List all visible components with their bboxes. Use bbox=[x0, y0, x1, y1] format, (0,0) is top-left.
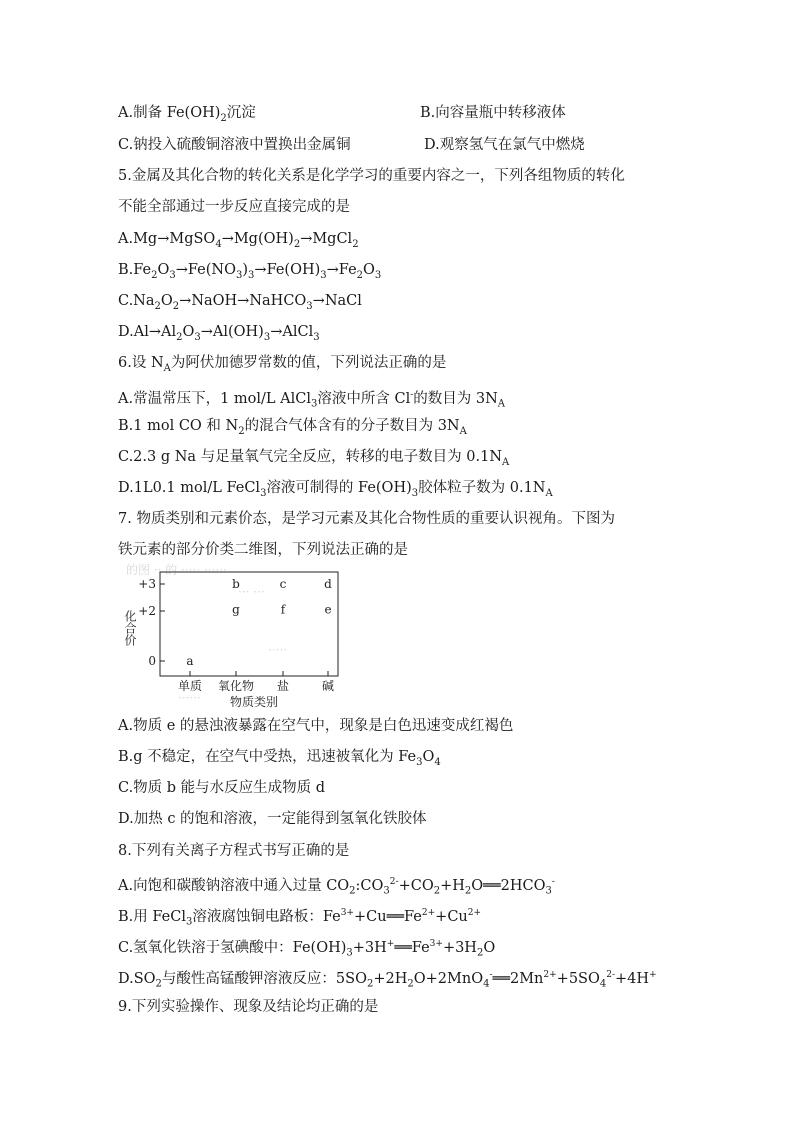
q7-stem-line2: 铁元素的部分价类二维图，下列说法正确的是 bbox=[118, 542, 408, 558]
q8-option-b: B.用 FeCl$_3$溶液腐蚀铜电路板：$Fe^{3+}+Cu══Fe^{2+}+Cu^{2+}$ bbox=[118, 908, 482, 928]
q7-option-a: A.物质 e 的悬浊液暴露在空气中，现象是白色迅速变成红褐色 bbox=[118, 718, 514, 734]
xtick-oxide: 氧化物 bbox=[217, 679, 255, 693]
xtick-salt: 盐 bbox=[276, 679, 290, 693]
q4-option-c: C.钠投入硫酸铜溶液中置换出金属铜 bbox=[118, 137, 351, 153]
point-b: b bbox=[232, 577, 240, 591]
q6-stem: 6.设 $N_A$为阿伏加德罗常数的值，下列说法正确的是 bbox=[118, 355, 447, 374]
svg-text:······: ······ bbox=[178, 691, 201, 705]
svg-text:的图 ·· 的 ····· ······: 的图 ·· 的 ····· ······ bbox=[126, 563, 227, 577]
svg-text:·····: ····· bbox=[268, 643, 288, 657]
ytick-zero: 0 bbox=[148, 654, 156, 668]
q5-option-d: $D.Al\to Al_2O_3\to Al(OH)_3\to AlCl_3$ bbox=[118, 324, 320, 343]
q8-option-a: A.向饱和碳酸钠溶液中通入过量 $CO_2:CO_3^{2-}+CO_2+H_2O══2HCO_3^-$ bbox=[118, 877, 555, 897]
point-e: e bbox=[324, 602, 332, 617]
q7-stem-line1: 7. 物质类别和元素价态，是学习元素及其化合物性质的重要认识视角。下图为 bbox=[118, 511, 615, 527]
q8-option-c: C.氢氧化铁溶于氢碘酸中：$Fe(OH)_3+3H^+══Fe^{3+}+3H_2O$ bbox=[118, 939, 496, 959]
q7-option-c: C.物质 b 能与水反应生成物质 d bbox=[118, 780, 326, 796]
xtick-element: 单质 bbox=[177, 679, 203, 693]
point-g: g bbox=[232, 602, 240, 617]
q6-option-a: A.常温常压下，1 mol/L AlCl$_3$溶液中所含 Cl-的数目为 $3N_A$ bbox=[118, 390, 506, 410]
q6-option-b: B.1 mol CO 和 $N_2$的混合气体含有的分子数目为 $3N_A$ bbox=[118, 418, 467, 437]
q9-stem: 9.下列实验操作、现象及结论均正确的是 bbox=[118, 999, 379, 1015]
q5-stem-line1: 5.金属及其化合物的转化关系是化学学习的重要内容之一，下列各组物质的转化 bbox=[118, 168, 625, 184]
x-axis-label: 物质类别 bbox=[229, 695, 279, 709]
point-d: d bbox=[324, 577, 332, 591]
svg-text:··· ···: ··· ··· bbox=[238, 585, 265, 599]
q8-option-d: $D.SO_2$与酸性高锰酸钾溶液反应：$5SO_2+2H_2O+2MnO_4^-══2Mn^{2+}+5SO_4^{2-}+4H^+$ bbox=[118, 970, 657, 990]
q5-stem-line2: 不能全部通过一步反应直接完成的是 bbox=[118, 199, 350, 215]
q7-option-b: B.g 不稳定，在空气中受热，迅速被氧化为 $Fe_3O_4$ bbox=[118, 749, 441, 768]
ytick-plus2: +2 bbox=[138, 604, 156, 618]
point-c: c bbox=[279, 577, 287, 591]
ytick-plus3: +3 bbox=[138, 577, 156, 591]
point-a: a bbox=[186, 654, 194, 668]
q4-option-b: B.向容量瓶中转移液体 bbox=[420, 105, 566, 121]
q6-option-d: D.1L0.1 mol/L FeCl$_3$溶液可制得的 $Fe(OH)_3$胶体粒子数为 $0.1N_A$ bbox=[118, 480, 553, 499]
q7-option-d: D.加热 c 的饱和溶液，一定能得到氢氧化铁胶体 bbox=[118, 811, 427, 827]
q4-option-d: D.观察氢气在氯气中燃烧 bbox=[424, 137, 585, 153]
q5-option-b: $B.Fe_2O_3\to Fe(NO_3)_3\to Fe(OH)_3\to Fe_2O_3$ bbox=[118, 262, 382, 281]
y-axis-label: 化合价 bbox=[123, 610, 137, 646]
q8-stem: 8.下列有关离子方程式书写正确的是 bbox=[118, 843, 350, 859]
q5-option-a: $A.Mg\to MgSO_4\to Mg(OH)_2\to MgCl_2$ bbox=[118, 231, 359, 250]
iron-valence-chart bbox=[118, 562, 368, 710]
q4-option-a: A.制备 $Fe(OH)_2$沉淀 bbox=[118, 105, 256, 124]
point-f: f bbox=[280, 602, 286, 617]
q6-option-c: C.2.3 g Na 与足量氧气完全反应，转移的电子数目为 $0.1N_A$ bbox=[118, 449, 510, 468]
q5-option-c: $C.Na_2O_2\to NaOH\to NaHCO_3\to NaCl$ bbox=[118, 293, 362, 312]
xtick-base: 碱 bbox=[321, 679, 335, 693]
